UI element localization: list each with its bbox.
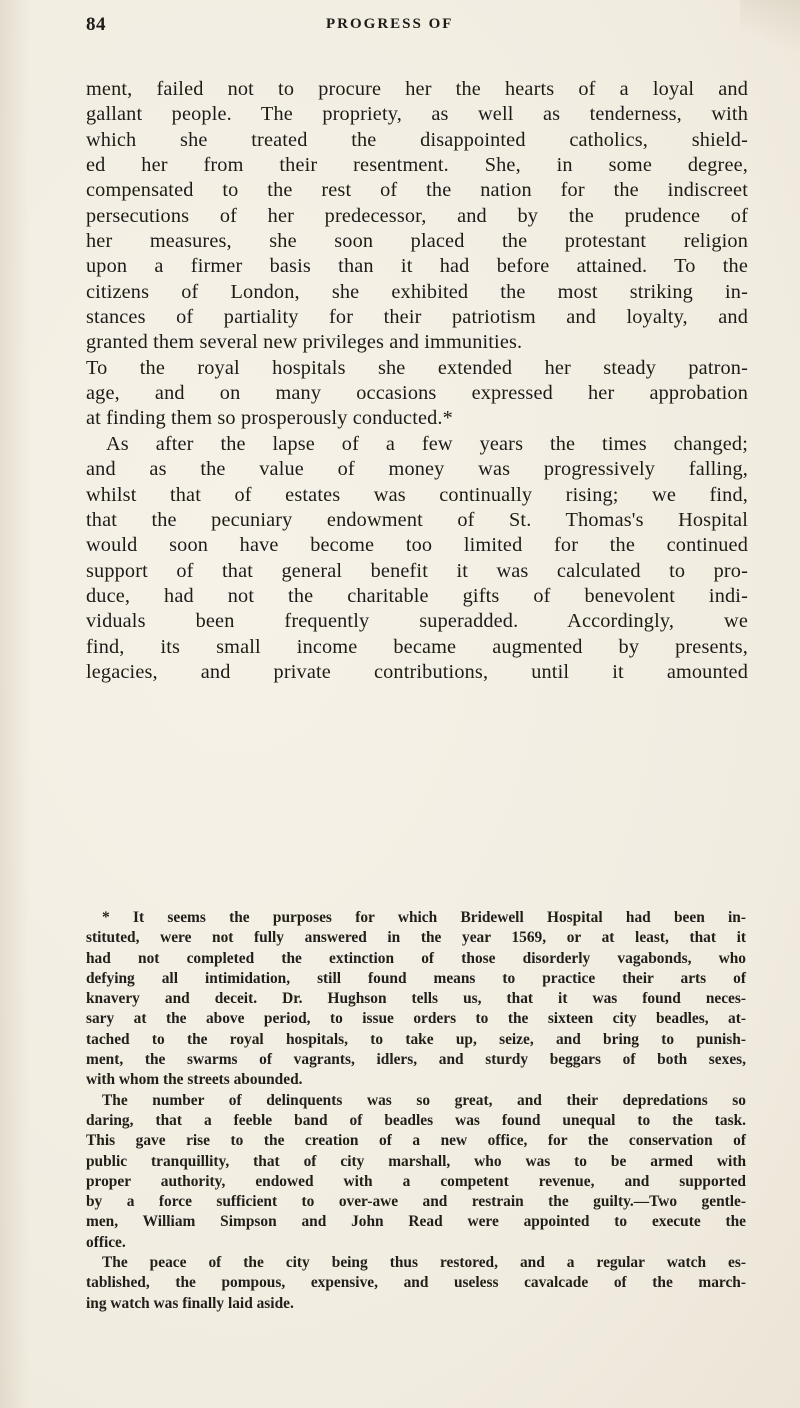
body-line: which she treated the disappointed catholics, shield- xyxy=(86,128,748,151)
body-line: legacies, and private contributions, until it amounted xyxy=(86,660,748,683)
body-line: and as the value of money was progressively falling, xyxy=(86,458,748,481)
body-line: As after the lapse of a few years the times changed; xyxy=(106,432,748,455)
body-line: To the royal hospitals she extended her steady patron- xyxy=(86,356,748,379)
body-line: age, and on many occasions expressed her approbation xyxy=(86,382,748,405)
body-line: citizens of London, she exhibited the most striking in- xyxy=(86,280,748,303)
footnote-line: had not completed the extinction of those disorderly vagabonds, who xyxy=(86,949,746,967)
body-line: duce, had not the charitable gifts of benevolent indi- xyxy=(86,584,748,607)
footnote-line: tached to the royal hospitals, to take up, seize, and bring to punish- xyxy=(86,1030,746,1048)
footnote-line: ing watch was finally laid aside. xyxy=(86,1294,294,1312)
footnote-line: daring, that a feeble band of beadles was found unequal to the task. xyxy=(86,1111,746,1129)
footnote-block xyxy=(86,908,746,1314)
footnote-line: defying all intimidation, still found means to practice their arts of xyxy=(86,969,746,987)
body-line: at finding them so prosperously conducted.* xyxy=(86,407,453,430)
main-text-block xyxy=(86,77,748,685)
body-line: granted them several new privileges and immunities. xyxy=(86,331,523,354)
footnote-line: The number of delinquents was so great, and their depredations so xyxy=(102,1091,746,1109)
body-line: persecutions of her predecessor, and by the prudence of xyxy=(86,204,748,227)
body-line: ment, failed not to procure her the hearts of a loyal and xyxy=(86,78,748,100)
body-line: ed her from their resentment. She, in some degree, xyxy=(86,154,748,177)
footnote-line: office. xyxy=(86,1233,126,1251)
footnote-line: tablished, the pompous, expensive, and useless cavalcade of the march- xyxy=(86,1274,746,1292)
footnote-line: public tranquillity, that of city marshall, who was to be armed with xyxy=(86,1152,746,1170)
running-head: PROGRESS OF xyxy=(326,16,454,32)
body-line: gallant people. The propriety, as well as tenderness, with xyxy=(86,103,748,126)
body-line: upon a firmer basis than it had before attained. To the xyxy=(86,255,748,278)
footnote-line: men, William Simpson and John Read were appointed to execute the xyxy=(86,1213,746,1231)
page-corner-discoloration xyxy=(740,0,800,70)
body-line: viduals been frequently superadded. Accordingly, we xyxy=(86,610,748,633)
body-line: compensated to the rest of the nation for the indiscreet xyxy=(86,179,748,202)
footnote-line: This gave rise to the creation of a new office, for the conservation of xyxy=(86,1132,746,1150)
footnote-line: proper authority, endowed with a competent revenue, and supported xyxy=(86,1172,746,1190)
footnote-line: The peace of the city being thus restored, and a regular watch es- xyxy=(102,1254,746,1272)
footnote-line: by a force sufficient to over-awe and restrain the guilty.—Two gentle- xyxy=(86,1193,746,1211)
body-line: find, its small income became augmented by presents, xyxy=(86,635,748,658)
footnote-line: * It seems the purposes for which Bridewell Hospital had been in- xyxy=(102,909,746,926)
body-line: that the pecuniary endowment of St. Thomas's Hospital xyxy=(86,508,748,531)
page-number: 84 xyxy=(86,14,106,35)
body-line: stances of partiality for their patriotism and loyalty, and xyxy=(86,306,748,329)
footnote-line: stituted, were not fully answered in the year 1569, or at least, that it xyxy=(86,929,746,947)
footnote-line: ment, the swarms of vagrants, idlers, and sturdy beggars of both sexes, xyxy=(86,1051,746,1069)
body-line: would soon have become too limited for the continued xyxy=(86,534,748,557)
page-fold-shadow xyxy=(0,0,30,1408)
body-line: her measures, she soon placed the protestant religion xyxy=(86,230,748,253)
body-line: support of that general benefit it was calculated to pro- xyxy=(86,559,748,582)
footnote-line: knavery and deceit. Dr. Hughson tells us, that it was found neces- xyxy=(86,990,746,1008)
footnote-line: sary at the above period, to issue orders to the sixteen city beadles, at- xyxy=(86,1010,746,1028)
page-header xyxy=(86,14,746,42)
footnote-line: with whom the streets abounded. xyxy=(86,1071,303,1089)
body-line: whilst that of estates was continually rising; we find, xyxy=(86,483,748,506)
